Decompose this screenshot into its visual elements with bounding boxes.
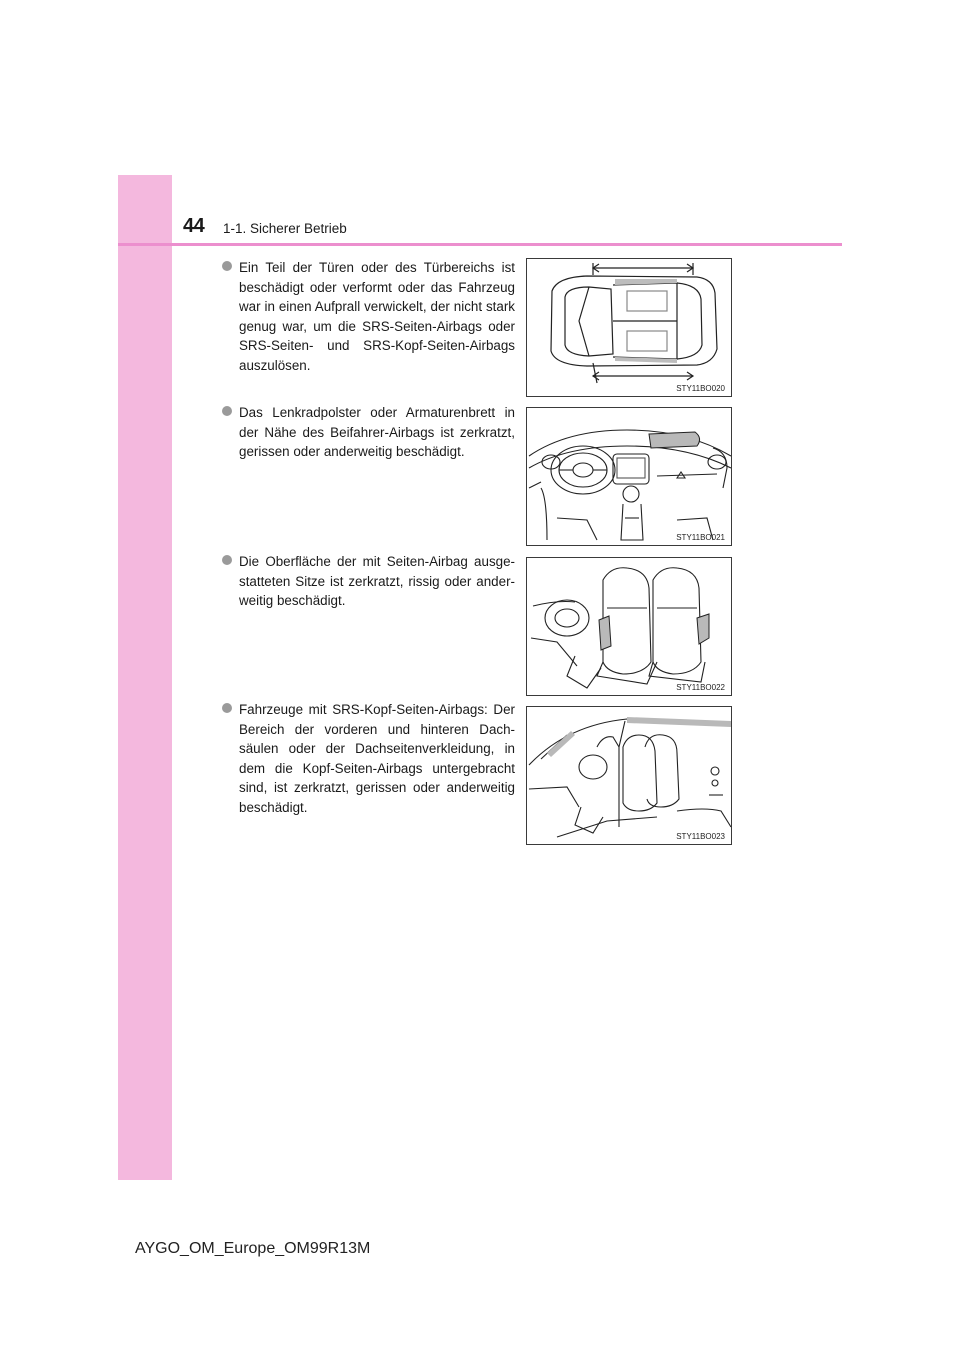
list-item: [225, 552, 515, 611]
bullet-icon: [222, 555, 232, 565]
list-item-text: Das Lenkradpolster oder Armaturenbrett in der Nähe des Beifahrer-Airbags ist zerkratzt, gerissen oder anderweitig beschädigt.: [239, 405, 515, 460]
list-item-text: Ein Teil der Türen oder des Türbereichs ist beschädigt oder verformt oder das Fahrzeug war in einen Aufprall verwickelt, der nicht stark genug war, um die SRS-Seiten-Airbags oder SRS-Seiten- und SRS-Kopf-Seiten-Airbags auszulösen.: [239, 260, 515, 373]
list-item: [225, 258, 515, 376]
figure-code: STY11BO023: [676, 832, 725, 841]
seats-illustration: [527, 558, 732, 696]
roof-pillars-illustration: [527, 707, 732, 845]
header-rule: [118, 243, 842, 246]
chapter-sidebar: [118, 175, 172, 1180]
document-code: AYGO_OM_Europe_OM99R13M: [135, 1240, 371, 1257]
section-title: 1-1. Sicherer Betrieb: [223, 221, 347, 236]
bullet-icon: [222, 703, 232, 713]
page-number: 44: [183, 215, 205, 237]
figure-roof-pillars: [526, 706, 732, 845]
list-item-text: Die Oberfläche der mit Seiten-Airbag ausge-statteten Sitze ist zerkratzt, rissig oder ander-weitig beschädigt.: [239, 554, 515, 609]
bullet-icon: [222, 261, 232, 271]
figure-seats: [526, 557, 732, 696]
figure-code: STY11BO020: [676, 384, 725, 393]
figure-code: STY11BO021: [676, 533, 725, 542]
figure-dashboard: [526, 407, 732, 546]
car-top-view-illustration: [527, 259, 732, 397]
dashboard-illustration: [527, 408, 732, 546]
figure-car-top-view: [526, 258, 732, 397]
figure-code: STY11BO022: [676, 683, 725, 692]
list-item: [225, 403, 515, 462]
list-item: [225, 700, 515, 818]
list-item-text: Fahrzeuge mit SRS-Kopf-Seiten-Airbags: Der Bereich der vorderen und hinteren Dach-säulen oder der Dachseitenverkleidung, in dem die Kopf-Seiten-Airbags untergebracht sind, ist zerkratzt, gerissen oder anderweitig beschädigt.: [239, 702, 515, 815]
bullet-icon: [222, 406, 232, 416]
